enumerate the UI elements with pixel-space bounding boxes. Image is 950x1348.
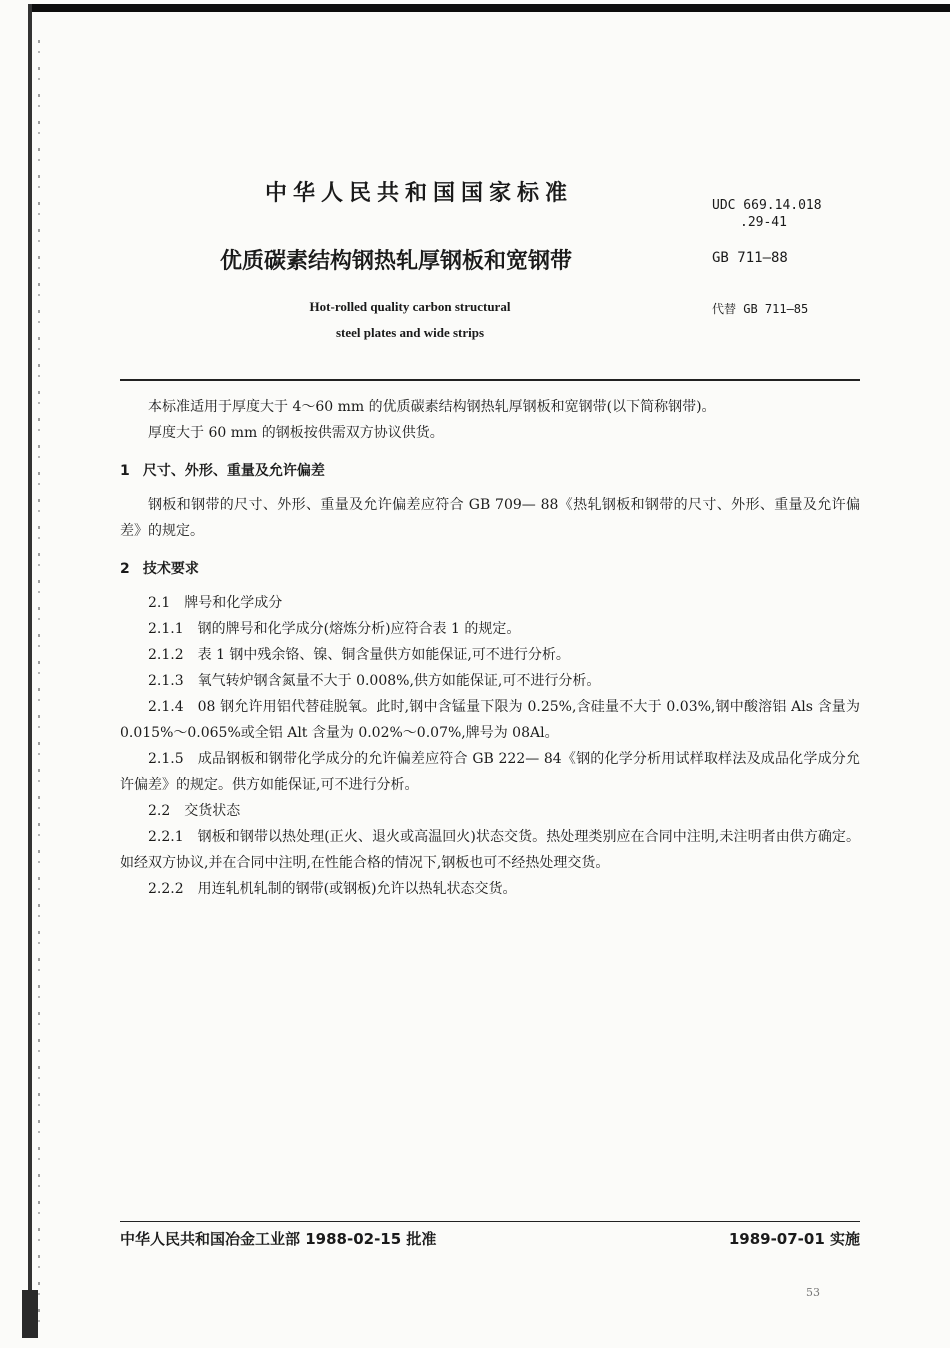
replaces-standard: 代替 GB 711—85	[712, 302, 809, 316]
document-title: 优质碳素结构钢热轧厚钢板和宽钢带	[220, 249, 573, 274]
clause-2-1: 2.1 牌号和化学成分	[148, 595, 283, 611]
section-2-heading	[120, 556, 860, 582]
clause-2-1-1: 2.1.1 钢的牌号和化学成分(熔炼分析)应符合表 1 的规定。	[148, 621, 521, 637]
section-1-heading	[120, 458, 860, 484]
clause-2-2-2: 2.2.2 用连轧机轧制的钢带(或钢板)允许以热轧状态交货。	[148, 881, 517, 897]
udc-code-suffix: .29-41	[740, 215, 787, 230]
standard-title: 中华人民共和国国家标准	[265, 181, 574, 206]
clause-2-1-5: 2.1.5 成品钢板和钢带化学成分的允许偏差应符合 GB 222— 84《钢的化学分析用试样取样法及成品化学成分允许偏差》的规定。供方如能保证,可不进行分析。	[120, 751, 860, 793]
clause-2-1-3: 2.1.3 氧气转炉钢含氮量不大于 0.008%,供方如能保证,可不进行分析。	[148, 673, 601, 689]
header-divider	[120, 379, 860, 381]
page-number: 53	[806, 1286, 820, 1299]
udc-code: UDC 669.14.018	[712, 198, 822, 213]
section-2-number: 2	[120, 561, 130, 577]
clause-2-2-1: 2.2.1 钢板和钢带以热处理(正火、退火或高温回火)状态交货。热处理类别应在合同中注明,未注明者由供方确定。如经双方协议,并在合同中注明,在性能合格的情况下,钢板也可不经热处理交货。	[120, 829, 860, 871]
document-body	[120, 394, 860, 902]
approval-line: 中华人民共和国冶金工业部 1988-02-15 批准	[120, 1230, 437, 1248]
section-1-title: 尺寸、外形、重量及允许偏差	[142, 463, 325, 479]
scan-left-border	[28, 4, 32, 1334]
clause-2-2: 2.2 交货状态	[148, 803, 241, 819]
gb-number: GB 711—88	[712, 250, 788, 266]
effective-date: 1989-07-01 实施	[728, 1230, 860, 1248]
footer-divider	[120, 1221, 860, 1222]
intro-paragraph-1: 本标准适用于厚度大于 4～60 mm 的优质碳素结构钢热轧厚钢板和宽钢带(以下简称钢带)。	[148, 399, 716, 415]
section-2-title: 技术要求	[142, 561, 199, 577]
english-title	[260, 294, 560, 346]
english-title-line-2: steel plates and wide strips	[335, 325, 485, 340]
binding-noise	[38, 40, 40, 1330]
english-title-line-1: Hot-rolled quality carbon structural	[309, 299, 511, 314]
scan-corner-mark	[22, 1290, 38, 1338]
section-1-text: 钢板和钢带的尺寸、外形、重量及允许偏差应符合 GB 709— 88《热轧钢板和钢带的尺寸、外形、重量及允许偏差》的规定。	[120, 497, 860, 539]
clause-2-1-2: 2.1.2 表 1 钢中残余铬、镍、铜含量供方如能保证,可不进行分析。	[148, 647, 570, 663]
intro-paragraph-2: 厚度大于 60 mm 的钢板按供需双方协议供货。	[148, 425, 444, 441]
scan-top-border	[28, 4, 950, 12]
section-1-number: 1	[120, 463, 130, 479]
clause-2-1-4: 2.1.4 08 钢允许用铝代替硅脱氧。此时,钢中含锰量下限为 0.25%,含硅量不大于 0.03%,钢中酸溶铝 Als 含量为 0.015%～0.065%或全铝 Alt 含量为 0.02%～0.07%,牌号为 08Al。	[120, 699, 860, 741]
